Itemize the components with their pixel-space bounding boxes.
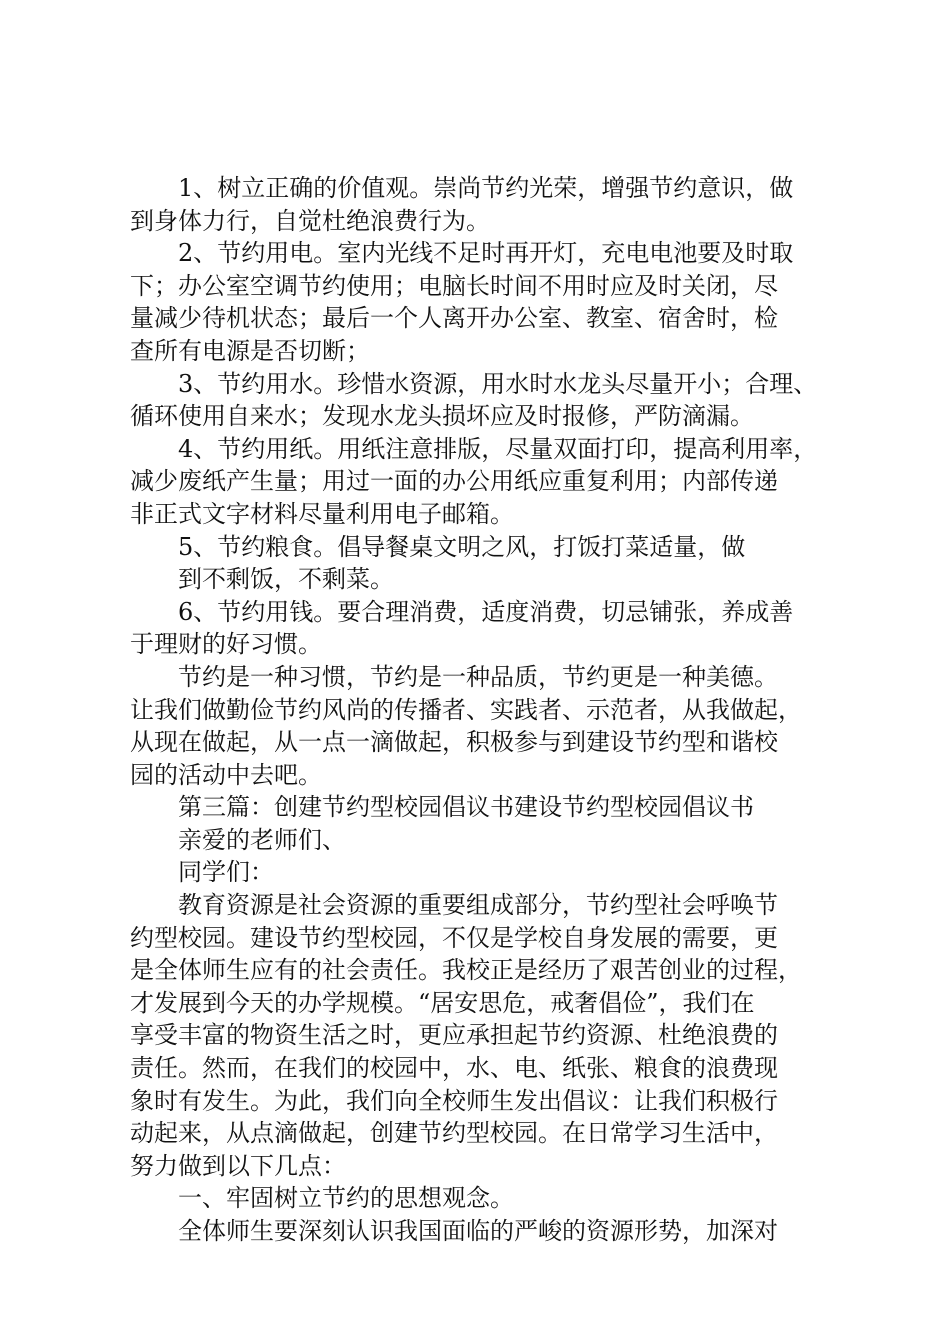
text-line: 到不剩饭，不剩菜。 [178,565,394,594]
text-line: 才发展到今天的办学规模。“居安思危，戒奢倡俭”，我们在 [130,988,755,1017]
text-line: 让我们做勤俭节约风尚的传播者、实践者、示范者，从我做起， [130,695,802,724]
text-line: 约型校园。建设节约型校园，不仅是学校自身发展的需要，更 [130,923,778,952]
text-line: 努力做到以下几点： [130,1151,346,1180]
text-line: 减少废纸产生量；用过一面的办公用纸应重复利用；内部传递 [130,467,778,496]
text-line: 园的活动中去吧。 [130,760,322,789]
text-line: 责任。然而，在我们的校园中，水、电、纸张、粮食的浪费现 [130,1054,778,1083]
text-line: 教育资源是社会资源的重要组成部分，节约型社会呼唤节 [178,891,778,920]
text-line: 节约是一种习惯，节约是一种品质，节约更是一种美德。 [178,662,778,691]
text-line: 享受丰富的物资生活之时，更应承担起节约资源、杜绝浪费的 [130,1021,778,1050]
text-line: 到身体力行，自觉杜绝浪费行为。 [130,206,490,235]
text-line: 一、牢固树立节约的思想观念。 [178,1184,514,1213]
text-line: 1、树立正确的价值观。崇尚节约光荣，增强节约意识，做 [178,174,794,202]
text-line: 5、节约粮食。倡导餐桌文明之风，打饭打菜适量，做 [178,532,746,561]
text-line: 查所有电源是否切断； [130,336,370,365]
text-line: 全体师生要深刻认识我国面临的严峻的资源形势，加深对 [178,1217,778,1245]
text-line: 下；办公室空调节约使用；电脑长时间不用时应及时关闭，尽 [130,271,778,300]
text-line: 6、节约用钱。要合理消费，适度消费，切忌铺张，养成善 [178,597,794,626]
text-line: 量减少待机状态；最后一个人离开办公室、教室、宿舍时，检 [130,304,778,333]
text-line: 非正式文字材料尽量利用电子邮箱。 [130,499,514,528]
text-line: 动起来，从点滴做起，创建节约型校园。在日常学习生活中， [130,1119,778,1148]
text-line: 象时有发生。为此，我们向全校师生发出倡议：让我们积极行 [130,1086,778,1115]
text-line: 第三篇：创建节约型校园倡议书建设节约型校园倡议书 [178,793,754,822]
text-line: 同学们： [178,858,274,887]
text-line: 于理财的好习惯。 [130,630,322,659]
text-line: 从现在做起，从一点一滴做起，积极参与到建设节约型和谐校 [130,728,778,757]
text-line: 是全体师生应有的社会责任。我校正是经历了艰苦创业的过程， [130,956,802,985]
text-line: 循环使用自来水；发现水龙头损坏应及时报修，严防滴漏。 [130,402,754,431]
text-line: 2、节约用电。室内光线不足时再开灯，充电电池要及时取 [178,239,794,268]
text-line: 亲爱的老师们、 [178,825,346,854]
text-line: 4、节约用纸。用纸注意排版，尽量双面打印，提高利用率， [178,434,818,463]
text-line: 3、节约用水。珍惜水资源，用水时水龙头尽量开小；合理、 [178,369,818,398]
document-body [130,172,830,1248]
